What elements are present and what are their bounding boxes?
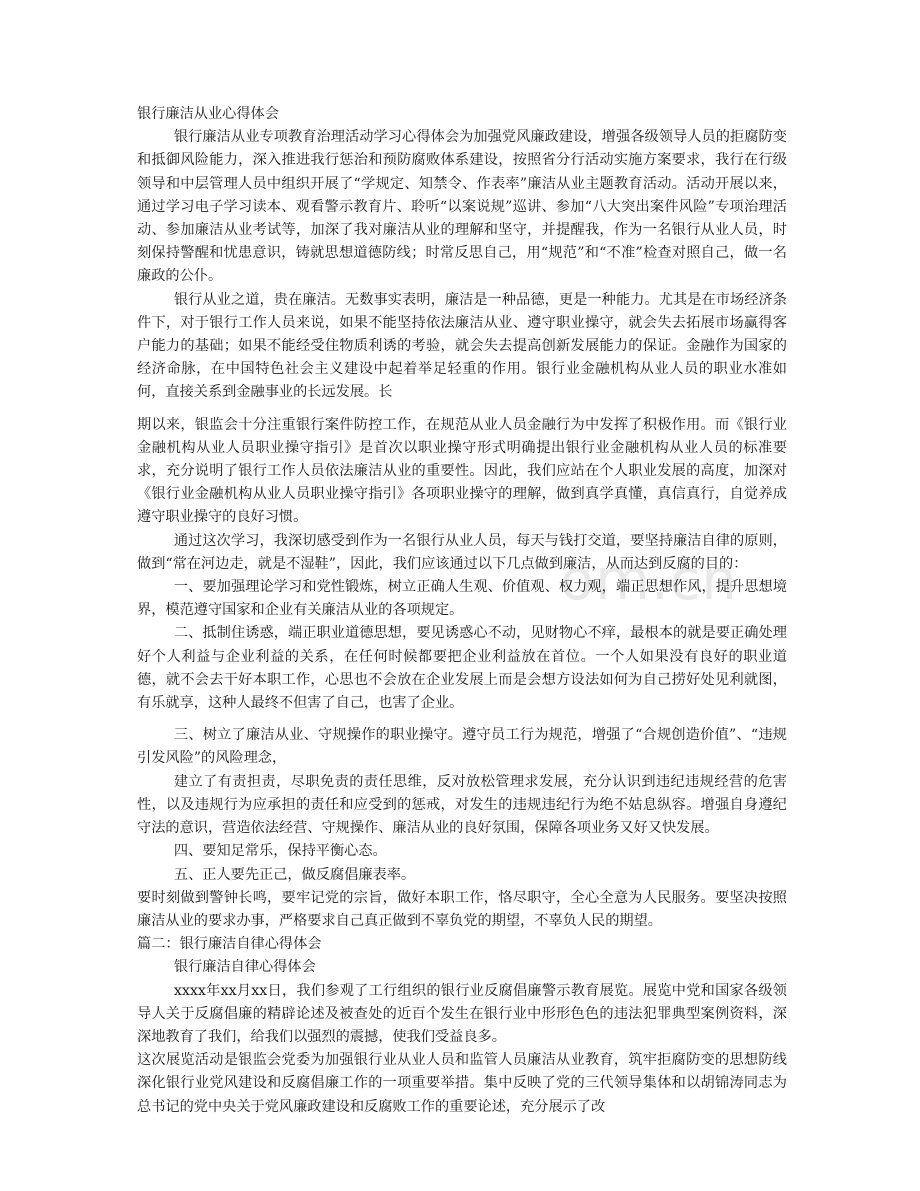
list-item-1: 一、要加强理论学习和党性锻炼，树立正确人生观、价值观、权力观，端正思想作风，提升思想境界，模范遵守国家和企业有关廉洁从业的各项规定。: [137, 579, 787, 619]
list-item-4: 四、要知足常乐，保持平衡心态。: [173, 843, 387, 860]
section-title-2: 银行廉洁自律心得体会: [173, 959, 316, 976]
watermark: om.cn: [560, 548, 738, 613]
list-item-5: 五、正人要先正己，做反腐倡廉表率。: [173, 866, 416, 883]
list-item-3: 三、树立了廉洁从业、守规操作的职业操守。遵守员工行为规范，增强了“合规创造价值”、“违规引发风险”的风险理念，: [137, 727, 787, 767]
paragraph-exhibition: xxxx年xx月xx日，我们参观了工行组织的银行业反腐倡廉警示教育展览。展览中党和国家各级领导人关于反腐倡廉的精辟论述及被查处的近百个发生在银行业中形形色色的违法犯罪典型案例资料，深深地教育了我们，给我们以强烈的震撼，使我们受益良多。: [137, 982, 787, 1045]
paragraph-regulation: 期以来，银监会十分注重银行案件防控工作，在规范从业人员金融行为中发挥了积极作用。而《银行业金融机构从业人员职业操守指引》是首次以职业操守形式明确提出银行业金融机构从业人员的标准要求，充分说明了银行工作人员依法廉洁从业的重要性。因此，我们应站在个人职业发展的高度，加深对《银行业金融机构从业人员职业操守指引》各项职业操守的理解，做到真学真懂，真信真行，自觉养成遵守职业操守的良好习惯。: [137, 416, 787, 526]
document-title: 银行廉洁从业心得体会: [137, 106, 279, 122]
paragraph-integrity: 银行从业之道，贵在廉洁。无数事实表明，廉洁是一种品德，更是一种能力。尤其是在市场经济条件下，对于银行工作人员来说，如果不能坚持依法廉洁从业、遵守职业操守，就会失去拓展市场赢得客户能力的基础；如果不能经受住物质利诱的考验，就会失去提高创新发展能力的保证。金融作为国家的经济命脉，在中国特色社会主义建设中起着举足轻重的作用。银行业金融机构从业人员的职业水准如何，直接关系到金融事业的长远发展。长: [137, 291, 787, 401]
paragraph-responsibility: 建立了有责担责，尽职免责的责任思维，反对放松管理求发展，充分认识到违纪违规经营的危害性，以及违规行为应承担的责任和应受到的惩戒，对发生的违规违纪行为绝不姑息纵容。增强自身遵纪守法的意识，营造依法经营、守规操作、廉洁从业的良好氛围，保障各项业务又好又快发展。: [137, 773, 787, 837]
paragraph-study: 通过这次学习，我深切感受到作为一名银行从业人员，每天与钱打交道，要坚持廉洁自律的原则，做到“常在河边走，就是不湿鞋”，因此，我们应该通过以下几点做到廉洁，从而达到反腐的目的：: [137, 532, 787, 572]
paragraph-conclusion: 要时刻做到警钟长鸣，要牢记党的宗旨，做好本职工作，恪尽职守，全心全意为人民服务。要坚决按照廉洁从业的要求办事，严格要求自己真正做到不辜负党的期望，不辜负人民的期望。: [137, 889, 787, 929]
document-body: [137, 103, 787, 1119]
paragraph-intro: 银行廉洁从业专项教育治理活动学习心得体会为加强党风廉政建设，增强各级领导人员的拒腐防变和抵御风险能力，深入推进我行惩治和预防腐败体系建设，按照省分行活动实施方案要求，我行在行级领导和中层管理人员中组织开展了“学规定、知禁令、作表率”廉洁从业主题教育活动。活动开展以来，通过学习电子学习读本、观看警示教育片、聆听“以案说规”巡讲、参加“八大突出案件风险”专项治理活动、参加廉洁从业考试等，加深了我对廉洁从业的理解和坚守，并提醒我，作为一名银行从业人员，时刻保持警醒和忧患意识，铸就思想道德防线；时常反思自己，用“规范”和“不准”检查对照自己，做一名廉政的公仆。: [137, 129, 787, 285]
paragraph-activity: 这次展览活动是银监会党委为加强银行业从业人员和监管人员廉洁从业教育，筑牢拒腐防变的思想防线深化银行业党风建设和反腐倡廉工作的一项重要举措。集中反映了党的三代领导集体和以胡锦涛同志为总书记的党中央关于党风廉政建设和反腐败工作的重要论述，充分展示了改: [137, 1052, 787, 1115]
list-item-2: 二、抵制住诱惑，端正职业道德思想，要见诱惑心不动，见财物心不痒，最根本的就是要正确处理好个人利益与企业利益的关系，在任何时候都要把企业利益放在首位。一个人如果没有良好的职业道德，就不会去干好本职工作，心思也不会放在企业发展上而是会想方设法如何为自己捞好处见利就图，有乐就享，这种人最终不但害了自己，也害了企业。: [137, 625, 787, 712]
section-heading-2: 篇二：银行廉洁自律心得体会: [137, 936, 322, 953]
